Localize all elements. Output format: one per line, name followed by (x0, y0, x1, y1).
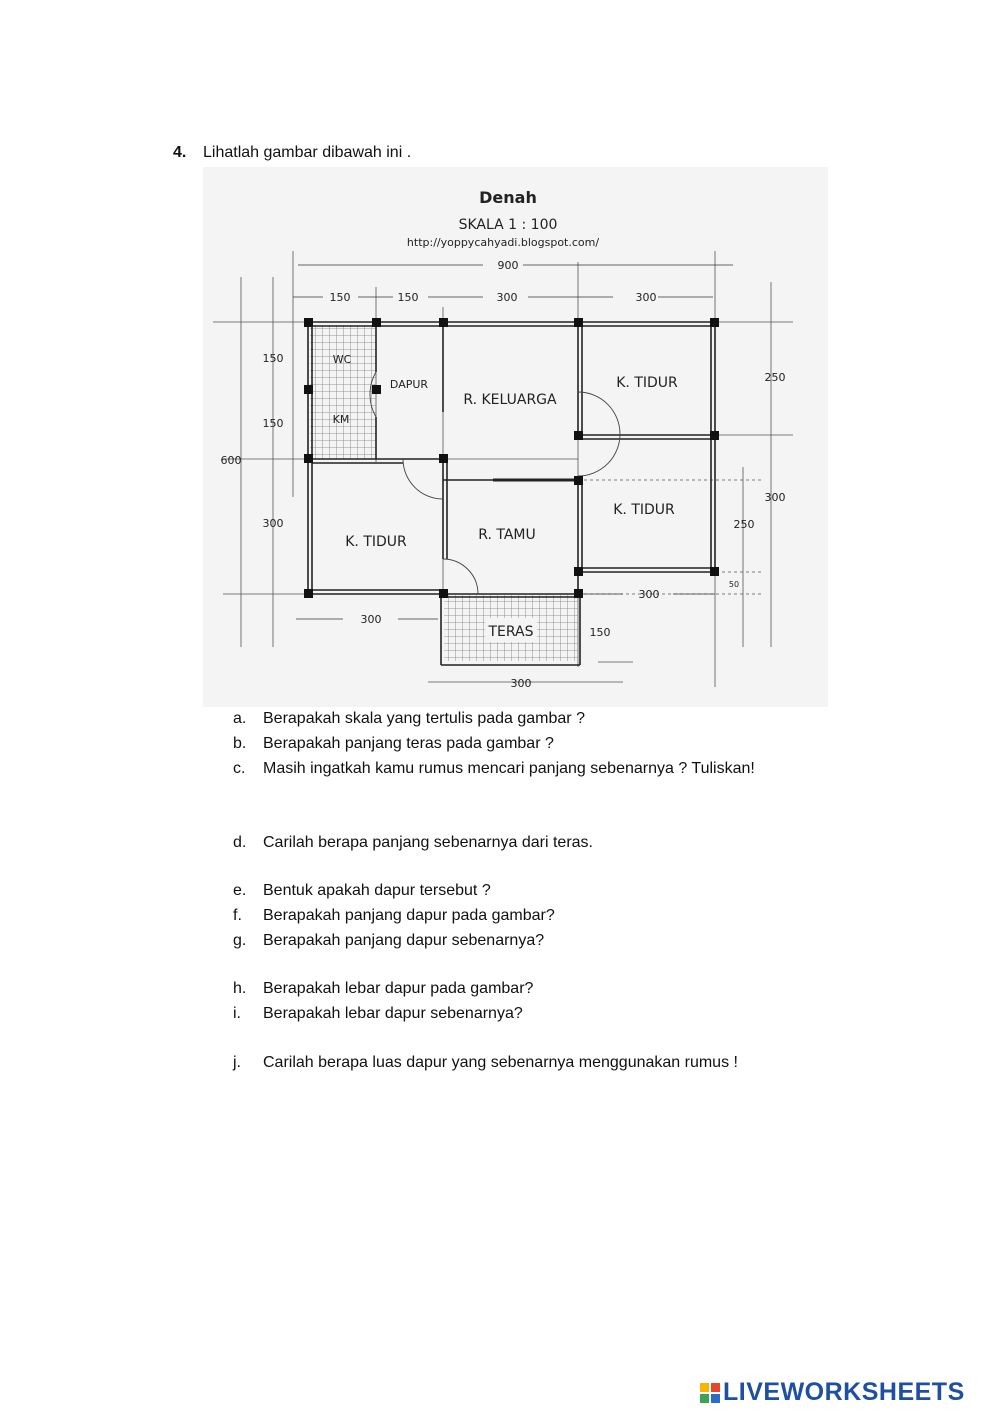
subquestion-j: j. Carilah berapa luas dapur yang sebenarnya menggunakan rumus ! (233, 1054, 738, 1071)
dim-top-1: 150 (329, 291, 351, 304)
subquestion-h: h. Berapakah lebar dapur pada gambar? (233, 980, 534, 997)
plan-scale: SKALA 1 : 100 (458, 217, 558, 233)
floor-plan (203, 167, 828, 707)
brand-name: LIVEWORKSHEETS (723, 1378, 965, 1406)
room-tidur-top: K. TIDUR (616, 375, 678, 391)
subquestion-a: a. Berapakah skala yang tertulis pada gambar ? (233, 710, 585, 727)
dim-bottom-right: 300 (638, 588, 660, 601)
dim-teras-width: 300 (510, 677, 532, 690)
subquestion-f: f. Berapakah panjang dapur pada gambar? (233, 907, 555, 924)
room-tidur-right: K. TIDUR (613, 502, 675, 518)
room-teras: TERAS (488, 624, 534, 640)
subquestion-c: c. Masih ingatkah kamu rumus mencari panjang sebenarnya ? Tuliskan! (233, 760, 755, 777)
dim-right-3: 50 (728, 580, 740, 589)
dim-total-width: 900 (497, 259, 519, 272)
subquestion-d: d. Carilah berapa panjang sebenarnya dari teras. (233, 834, 593, 851)
dim-left-total: 600 (220, 454, 242, 467)
subquestion-g: g. Berapakah panjang dapur sebenarnya? (233, 932, 545, 949)
room-keluarga: R. KELUARGA (463, 392, 557, 408)
dim-left-1: 150 (262, 352, 284, 365)
plan-title: Denah (479, 188, 537, 207)
room-dapur: DAPUR (389, 378, 429, 391)
dim-teras-depth: 150 (589, 626, 611, 639)
dim-right-total: 300 (764, 491, 786, 504)
dim-top-2: 150 (397, 291, 419, 304)
subquestion-e: e. Bentuk apakah dapur tersebut ? (233, 882, 491, 899)
plan-url: http://yoppycahyadi.blogspot.com/ (406, 236, 600, 249)
question-prompt: Lihatlah gambar dibawah ini . (203, 144, 412, 161)
dim-right-2: 250 (733, 518, 755, 531)
wc-km-tiles (310, 325, 376, 459)
room-tidur-left: K. TIDUR (345, 534, 407, 550)
subquestion-i: i. Berapakah lebar dapur sebenarnya? (233, 1005, 523, 1022)
logo-blocks-icon (700, 1383, 720, 1403)
dim-left-3: 300 (262, 517, 284, 530)
question-header (173, 144, 411, 162)
room-wc: WC (332, 353, 352, 366)
room-tamu: R. TAMU (478, 527, 536, 543)
liveworksheets-logo (700, 1378, 965, 1407)
dim-bottom-left: 300 (360, 613, 382, 626)
dim-top-3: 300 (496, 291, 518, 304)
dim-left-2: 150 (262, 417, 284, 430)
question-number: 4. (173, 144, 187, 161)
room-km: KM (332, 413, 350, 426)
subquestion-b: b. Berapakah panjang teras pada gambar ? (233, 735, 554, 752)
dim-right-1: 250 (764, 371, 786, 384)
dim-top-4: 300 (635, 291, 657, 304)
